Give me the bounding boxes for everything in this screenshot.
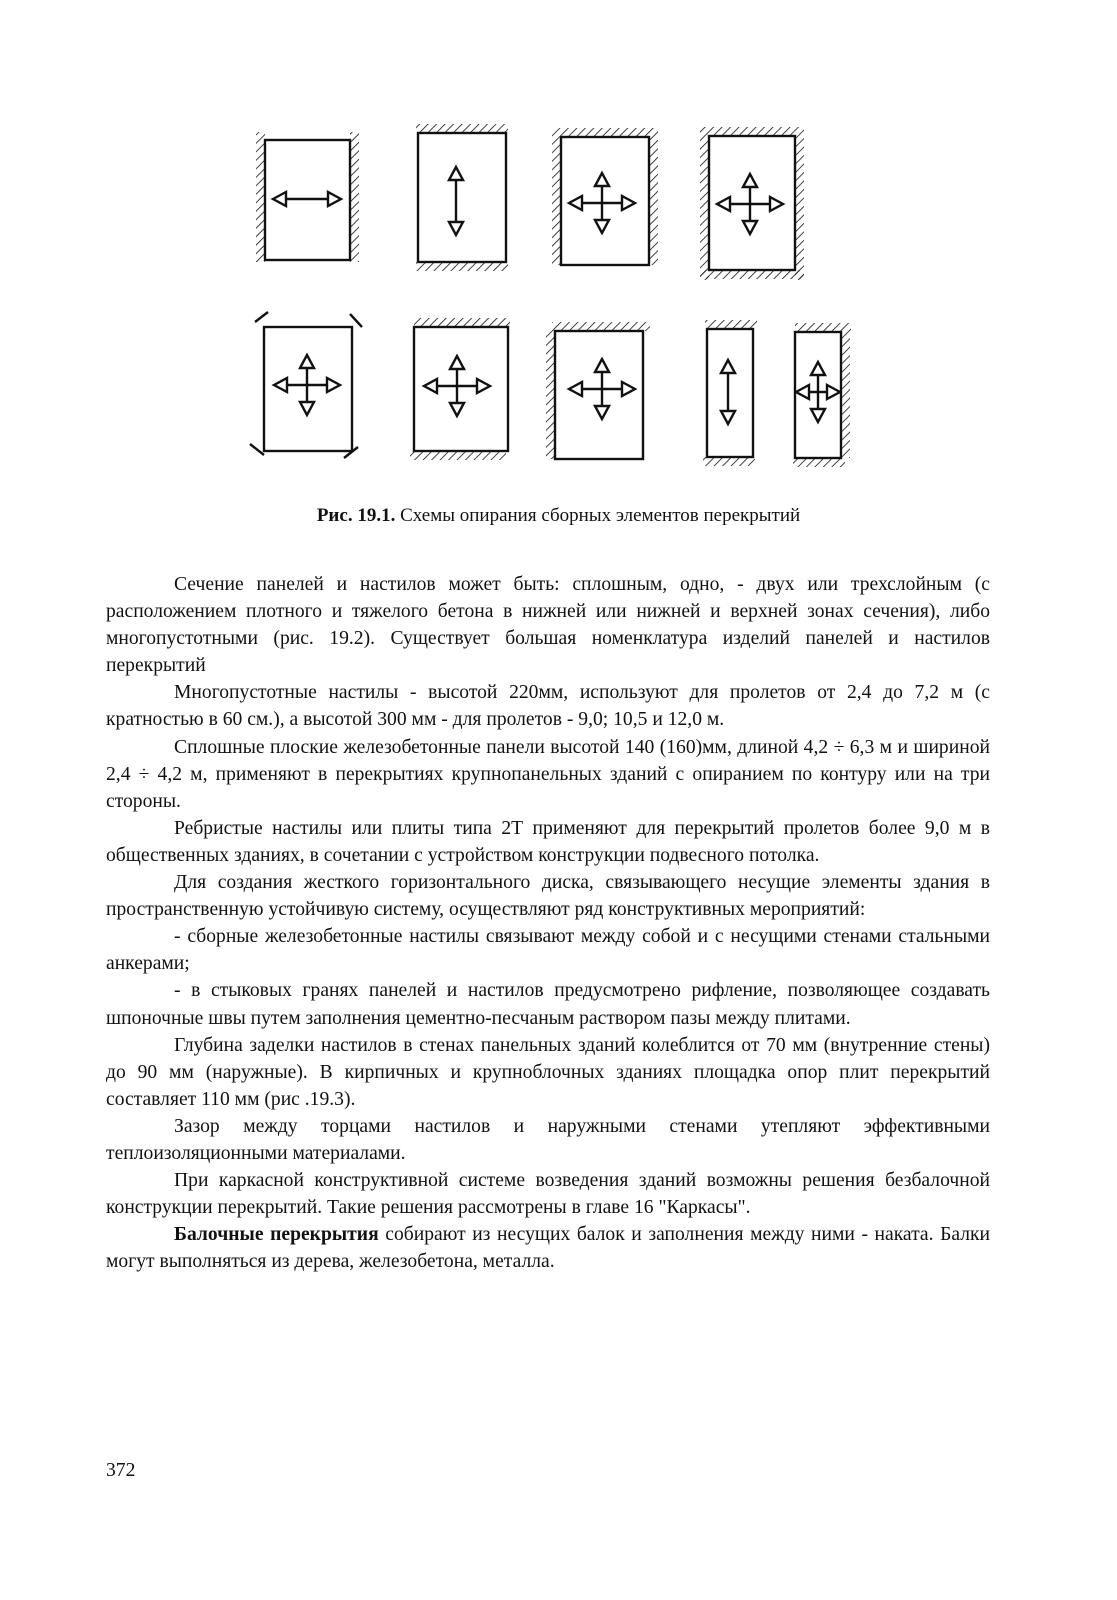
paragraph: При каркасной конструктивной системе возведения зданий возможны решения безбалочной конструкции перекрытий. Такие решения рассмотрены в главе 16 "Каркасы". <box>106 1170 990 1219</box>
paragraph: Зазор между торцами настилов и наружными стенами утепляют эффективными теплоизоляционными материалами. <box>106 1115 990 1164</box>
support-hatch <box>416 262 508 271</box>
figure-caption-label: Рис. 19.1. <box>316 505 396 526</box>
support-hatch <box>795 136 804 280</box>
support-hatch <box>552 137 561 265</box>
paragraph: - в стыковых гранях панелей и настилов предусмотрено рифление, позволяющее создавать шпоночные швы путем заполнения цементно-песчаным раствором пазы между плитами. <box>106 980 990 1029</box>
support-hatch <box>795 323 851 332</box>
figure-caption-text: Схемы опирания сборных элементов перекрытий <box>395 505 801 526</box>
corner-support <box>350 314 362 327</box>
body-text <box>106 571 990 1275</box>
support-hatch <box>350 132 359 262</box>
support-hatch <box>256 132 265 262</box>
support-hatch <box>705 320 757 329</box>
corner-support <box>250 444 264 455</box>
panel-outline <box>707 329 753 457</box>
paragraph: - сборные железобетонные настилы связывают между собой и с несущими стенами стальными анкерами; <box>106 926 990 975</box>
panel-outline <box>555 331 643 459</box>
paragraph: Глубина заделки настилов в стенах панельных зданий колеблится от 70 мм (внутренние стены) до 90 мм (наружные). В кирпичных и крупноблочных зданиях площадка опор плит перекрытий составляет 110 мм (рис .19.3). <box>106 1034 990 1110</box>
support-hatch <box>546 331 555 459</box>
support-hatch <box>414 318 510 327</box>
support-hatch <box>552 322 650 331</box>
panel-outline <box>418 133 506 262</box>
figure-caption <box>0 505 1117 527</box>
support-hatch <box>410 451 506 460</box>
paragraph: Ребристые настилы или плиты типа 2Т применяют для перекрытий пролетов более 9,0 м в общественных зданиях, в сочетании с устройством конструкции подвесного потолка. <box>106 817 990 866</box>
support-hatch <box>552 128 658 137</box>
support-hatch <box>416 124 508 133</box>
support-hatch <box>703 457 755 466</box>
paragraph-rest: собирают из несущих балок и заполнения между ними - наката. Балки могут выполняться из дерева, железобетона, металла. <box>106 1224 990 1273</box>
support-hatch <box>700 136 709 280</box>
support-hatch <box>793 458 845 467</box>
support-hatch <box>700 270 804 279</box>
support-hatch <box>841 332 850 458</box>
paragraph <box>106 1221 990 1275</box>
term-bold: Балочные перекрытия <box>174 1224 379 1246</box>
corner-support <box>255 312 268 322</box>
support-schemes-figure <box>0 0 1117 500</box>
paragraph: Сплошные плоские железобетонные панели высотой 140 (160)мм, длиной 4,2 ÷ 6,3 м и шириной 2,4 ÷ 4,2 м, применяют в перекрытиях крупнопанельных зданий с опиранием по контуру или на три стороны. <box>106 736 990 812</box>
paragraph: Для создания жесткого горизонтального диска, связывающего несущие элементы здания в пространственную устойчивую систему, осуществляют ряд конструктивных мероприятий: <box>106 872 990 921</box>
support-hatch <box>649 137 658 265</box>
paragraph: Сечение панелей и настилов может быть: сплошным, одно, - двух или трехслойным (с расположением плотного и тяжелого бетона в нижней или нижней и верхней зонах сечения), либо многопустотными (рис. 19.2). Существует большая номенклатура изделий панелей и настилов перекрытий <box>106 574 990 677</box>
page-number: 372 <box>106 1460 136 1481</box>
paragraph: Многопустотные настилы - высотой 220мм, используют для пролетов от 2,4 до 7,2 м (с кратностью в 60 см.), а высотой 300 мм - для пролетов - 9,0; 10,5 и 12,0 м. <box>106 682 990 731</box>
support-hatch <box>700 127 804 136</box>
